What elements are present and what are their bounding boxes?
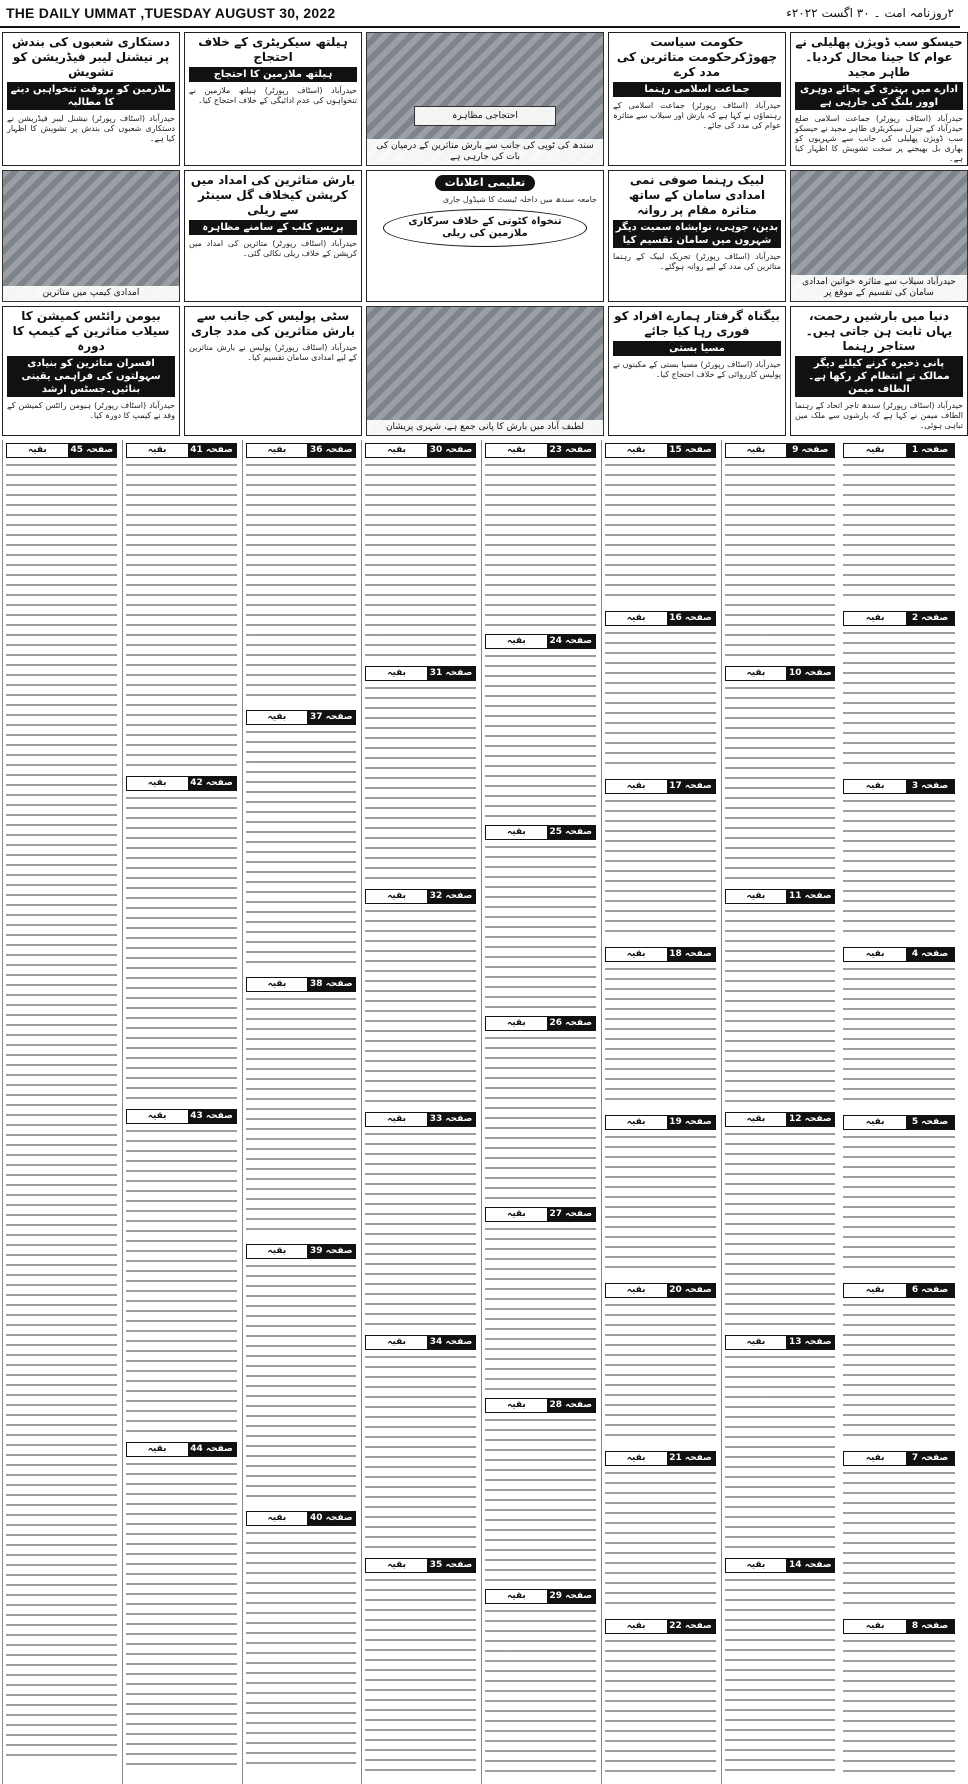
continuation-number: صفحہ 26 (547, 1017, 595, 1030)
continuation-name: بقیہ (147, 445, 167, 455)
text-lines (126, 1459, 237, 1767)
continuation-number: صفحہ 32 (427, 890, 475, 903)
continuation-label (246, 977, 357, 992)
story-rains-trader (790, 306, 968, 436)
text-lines (126, 793, 237, 1101)
story-hesco-billing (790, 32, 968, 166)
continuation-number: صفحہ 25 (547, 826, 595, 839)
continuation-block (6, 443, 117, 1763)
urdu-date: ۲روزنامہ امت ۔ ۳۰ اگست ۲۰۲۲ء (786, 6, 954, 20)
continuation-label (605, 779, 716, 794)
continuation-number: صفحہ 11 (786, 890, 834, 903)
continuation-number: صفحہ 33 (427, 1113, 475, 1126)
continuation-name: بقیہ (147, 1111, 167, 1121)
continuation-block (485, 825, 596, 1013)
story-corruption-rally (184, 170, 362, 302)
continuation-name: بقیہ (746, 668, 766, 678)
continuation-block (725, 443, 836, 663)
continuation-label (365, 666, 476, 681)
continuation-number: صفحہ 15 (667, 444, 715, 457)
story-subheadline: افسران متاثرین کو بنیادی سہولتوں کی فراہمی یقینی بنائیں۔جسٹس ارشد (7, 356, 175, 397)
continuation-number: صفحہ 7 (906, 1452, 954, 1465)
continuation-name: بقیہ (626, 1117, 646, 1127)
text-lines (126, 460, 237, 768)
continuation-block (725, 889, 836, 1109)
continuation-label (605, 611, 716, 626)
continuation-column (242, 440, 360, 1784)
continuation-block (843, 779, 955, 944)
continuation-name: بقیہ (506, 445, 526, 455)
continuation-label (485, 1016, 596, 1031)
continuation-column (601, 440, 719, 1784)
continuation-name: بقیہ (387, 668, 407, 678)
text-lines (605, 964, 716, 1107)
continuation-name: بقیہ (865, 949, 885, 959)
continuation-name: بقیہ (267, 712, 287, 722)
story-subheadline: مسیا بستی (613, 341, 781, 356)
text-lines (605, 1300, 716, 1443)
continuation-name: بقیہ (626, 613, 646, 623)
continuation-block (246, 710, 357, 974)
continuation-column (481, 440, 599, 1784)
continuation-block (725, 1335, 836, 1555)
continuation-block (843, 611, 955, 776)
top-news-grid (0, 32, 963, 436)
continuation-block (843, 1451, 955, 1616)
continuation-block (605, 1619, 716, 1784)
continuation-name: بقیہ (626, 1453, 646, 1463)
continuation-label (246, 710, 357, 725)
continuation-number: صفحہ 17 (667, 780, 715, 793)
continuation-number: صفحہ 43 (188, 1110, 236, 1123)
continuation-label (6, 443, 117, 458)
continuation-label (843, 1283, 955, 1298)
story-subheadline: ملازمین کو بروقت تنخواہیں دینے کا مطالبہ (7, 82, 175, 110)
continuation-column (721, 440, 839, 1784)
continuation-number: صفحہ 20 (667, 1284, 715, 1297)
continuation-name: بقیہ (865, 445, 885, 455)
continuation-block (843, 1115, 955, 1280)
continuation-number: صفحہ 13 (786, 1336, 834, 1349)
continuation-label (126, 1109, 237, 1124)
continuation-block (126, 776, 237, 1106)
continuation-name: بقیہ (865, 613, 885, 623)
continuation-name: بقیہ (746, 891, 766, 901)
continuation-label (725, 1112, 836, 1127)
continuation-number: صفحہ 29 (547, 1590, 595, 1603)
text-lines (843, 1636, 955, 1779)
continuation-number: صفحہ 10 (786, 667, 834, 680)
continuation-name: بقیہ (865, 1621, 885, 1631)
story-subheadline: بدین، جوہی، نوابشاہ سمیت دیگر شہروں میں سامان تقسیم کیا (613, 220, 781, 248)
continuation-name: بقیہ (387, 1560, 407, 1570)
continuation-label (126, 443, 237, 458)
continuation-block (485, 634, 596, 822)
continuation-block (365, 666, 476, 886)
story-headline: بیگناہ گرفتار ہمارے افراد کو فوری رہا کیا جائے (614, 309, 780, 338)
continuation-label (843, 443, 955, 458)
continuation-block (126, 443, 237, 773)
story-body: حیدرآباد (اسٹاف رپورٹر) مسیا بستی کے مکینوں نے پولیس کارروائی کے خلاف احتجاج کیا۔ (613, 360, 781, 379)
text-lines (843, 964, 955, 1107)
continuation-number: صفحہ 6 (906, 1284, 954, 1297)
continuation-block (725, 1112, 836, 1332)
text-lines (246, 1528, 357, 1770)
continuation-number: صفحہ 44 (188, 1443, 236, 1456)
text-lines (485, 842, 596, 1008)
continuation-label (725, 889, 836, 904)
text-lines (725, 1129, 836, 1327)
continuation-number: صفحہ 37 (307, 711, 355, 724)
continuation-block (126, 1442, 237, 1772)
continuation-label (725, 1335, 836, 1350)
continuation-name: بقیہ (506, 1018, 526, 1028)
continuation-block (843, 1283, 955, 1448)
continuation-number: صفحہ 24 (547, 635, 595, 648)
story-subheadline: ادارے میں بہتری کے بجائے دوہری اوور بلنگ کی جارہی ہے (795, 82, 963, 110)
continuation-block (365, 443, 476, 663)
protest-banner: احتجاجی مظاہرہ (414, 106, 556, 126)
continuation-name: بقیہ (506, 636, 526, 646)
continuation-name: بقیہ (506, 1591, 526, 1601)
continuation-number: صفحہ 23 (547, 444, 595, 457)
continuation-name: بقیہ (506, 827, 526, 837)
continuation-number: صفحہ 36 (307, 444, 355, 457)
notice-body: جامعہ سندھ میں داخلہ ٹیسٹ کا شیڈول جاری (442, 195, 597, 204)
continuation-name: بقیہ (626, 949, 646, 959)
continuation-number: صفحہ 41 (188, 444, 236, 457)
continuation-block (605, 779, 716, 944)
continuation-block (246, 443, 357, 707)
text-lines (725, 460, 836, 658)
continuation-label (365, 889, 476, 904)
continuation-label (485, 1589, 596, 1604)
continuation-label (843, 611, 955, 626)
continuation-label (605, 1115, 716, 1130)
continuation-number: صفحہ 9 (786, 444, 834, 457)
continuation-block (246, 1244, 357, 1508)
continuation-block (246, 1511, 357, 1775)
notice-oval: تنخواہ کٹوتی کے خلاف سرکاری ملازمین کی ریلی (383, 209, 587, 247)
story-city-police (184, 306, 362, 436)
continuation-label (485, 825, 596, 840)
continuation-label (485, 443, 596, 458)
continuation-number: صفحہ 27 (547, 1208, 595, 1221)
text-lines (605, 1132, 716, 1275)
text-lines (843, 460, 955, 603)
continuation-label (605, 947, 716, 962)
continuation-number: صفحہ 12 (786, 1113, 834, 1126)
continuation-name: بقیہ (865, 1453, 885, 1463)
text-lines (725, 1575, 836, 1773)
text-lines (605, 1468, 716, 1611)
continuation-block (605, 947, 716, 1112)
publication-title: THE DAILY UMMAT ,TUESDAY AUGUST 30, 2022 (6, 5, 336, 21)
story-tlp-relief (608, 170, 786, 302)
story-body: حیدرآباد (اسٹاف رپورٹر) جماعت اسلامی کے رہنماؤں نے کہا ہے کہ بارش اور سیلاب سے متاثرہ عوام کی مدد کی جائے۔ (613, 101, 781, 130)
crowd-photo (790, 170, 968, 302)
continuation-number: صفحہ 19 (667, 1116, 715, 1129)
continuation-name: بقیہ (267, 1513, 287, 1523)
continuation-block (365, 889, 476, 1109)
notice-tag: تعلیمی اعلانات (435, 175, 536, 191)
continuation-name: بقیہ (865, 1285, 885, 1295)
story-subheadline: ہیلتھ ملازمین کا احتجاج (189, 67, 357, 82)
continuation-block (605, 1115, 716, 1280)
story-body: حیدرآباد (اسٹاف رپورٹر) ہیلتھ ملازمین نے تنخواہوں کی عدم ادائیگی کے خلاف احتجاج کیا۔ (189, 86, 357, 105)
text-lines (843, 1132, 955, 1275)
continuation-label (365, 1335, 476, 1350)
continuation-label (365, 1112, 476, 1127)
text-lines (126, 1126, 237, 1434)
text-lines (485, 1415, 596, 1581)
continuation-label (605, 1619, 716, 1634)
story-headline: بارش متاثرین کی امداد میں کرپشن کیخلاف گل سینٹر سے ریلی (190, 173, 356, 217)
story-body: حیدرآباد (اسٹاف رپورٹر) پولیس نے بارش متاثرین کے لیے امدادی سامان تقسیم کیا۔ (189, 343, 357, 362)
continuation-label (485, 634, 596, 649)
text-lines (365, 906, 476, 1104)
text-lines (246, 460, 357, 702)
continuation-label (605, 443, 716, 458)
continuation-name: بقیہ (865, 781, 885, 791)
continuation-number: صفحہ 1 (906, 444, 954, 457)
text-lines (6, 460, 117, 1758)
continuation-label (365, 1558, 476, 1573)
text-lines (605, 628, 716, 771)
text-lines (725, 683, 836, 881)
continuation-name: بقیہ (387, 1114, 407, 1124)
text-lines (843, 1300, 955, 1443)
continuation-label (485, 1398, 596, 1413)
continuation-block (843, 1619, 955, 1784)
masthead (0, 0, 960, 28)
text-lines (843, 628, 955, 771)
continuation-number: صفحہ 39 (307, 1245, 355, 1258)
text-lines (365, 1575, 476, 1773)
continuation-name: بقیہ (27, 445, 47, 455)
text-lines (365, 460, 476, 658)
continuation-block (126, 1109, 237, 1439)
story-human-rights (2, 306, 180, 436)
continuation-label (843, 1115, 955, 1130)
text-lines (246, 1261, 357, 1503)
story-body: حیدرآباد (اسٹاف رپورٹر) ہیومن رائٹس کمیشن کے وفد نے کیمپ کا دورہ کیا۔ (7, 401, 175, 420)
continuation-number: صفحہ 14 (786, 1559, 834, 1572)
continuation-name: بقیہ (626, 1621, 646, 1631)
text-lines (485, 1033, 596, 1199)
text-lines (605, 796, 716, 939)
continuation-name: بقیہ (746, 1560, 766, 1570)
text-lines (605, 1636, 716, 1779)
continuation-block (365, 1335, 476, 1555)
continuation-name: بقیہ (267, 979, 287, 989)
continuation-block (843, 947, 955, 1112)
story-headline: لبیک رہنما صوفی نمی امدادی سامان کے ساتھ متاثرہ مقام پر روانہ (628, 173, 766, 217)
continuation-label (246, 1244, 357, 1259)
story-subheadline: جماعت اسلامی رہنما (613, 82, 781, 97)
continuation-column (122, 440, 240, 1784)
text-lines (843, 796, 955, 939)
text-lines (485, 460, 596, 626)
continuation-label (246, 443, 357, 458)
continuation-label (843, 1619, 955, 1634)
text-lines (843, 1468, 955, 1611)
continuation-label (843, 1451, 955, 1466)
continuation-block (605, 443, 716, 608)
continuation-name: بقیہ (147, 1444, 167, 1454)
continuation-name: بقیہ (865, 1117, 885, 1127)
education-notices (366, 170, 604, 302)
continuation-name: بقیہ (387, 891, 407, 901)
flooded-street-photo (366, 306, 604, 436)
story-subheadline: پانی ذخیرہ کرنے کیلئے دیگر ممالک نے انتظام کر رکھا ہے۔الطاف میمن (795, 356, 963, 397)
continuation-block (365, 1112, 476, 1332)
continuation-number: صفحہ 5 (906, 1116, 954, 1129)
continuation-block (725, 1558, 836, 1778)
continuation-name: بقیہ (387, 1337, 407, 1347)
photo-caption: امدادی کیمپ میں متاثرین (3, 286, 179, 301)
protest-photo (366, 32, 604, 166)
continuation-block (485, 1589, 596, 1777)
continuation-block (485, 1207, 596, 1395)
text-lines (365, 1352, 476, 1550)
continuation-block (485, 443, 596, 631)
continuation-column (2, 440, 120, 1784)
continuation-label (485, 1207, 596, 1222)
continuation-name: بقیہ (626, 781, 646, 791)
continuation-number: صفحہ 31 (427, 667, 475, 680)
continuation-name: بقیہ (746, 1337, 766, 1347)
continuation-number: صفحہ 21 (667, 1452, 715, 1465)
continuation-number: صفحہ 18 (667, 948, 715, 961)
story-body: حیدرآباد (اسٹاف رپورٹر) سندھ تاجر اتحاد کے رہنما الطاف میمن نے کہا ہے کہ بارشوں سے ملک میں تباہی ہوئی۔ (795, 401, 963, 430)
text-lines (365, 1129, 476, 1327)
story-headline: دنیا میں بارشیں رحمت، یہاں ثابت ہن جاتی ہیں۔ستاجر رہنما (805, 309, 953, 353)
continuation-label (246, 1511, 357, 1526)
continuation-column (840, 440, 958, 1784)
continuation-block (605, 1451, 716, 1616)
continuation-label (725, 666, 836, 681)
story-headline: بیومن رائٹس کمیشن کا سیلاب متاثرین کے کیمپ کا دورہ (12, 309, 170, 353)
continuation-label (843, 947, 955, 962)
text-lines (485, 1606, 596, 1772)
women-relief-photo (2, 170, 180, 302)
continuation-name: بقیہ (387, 445, 407, 455)
photo-caption: حیدرآباد سیلاب سے متاثرہ خواتین امدادی سامان کی تقسیم کے موقع پر (791, 275, 967, 301)
continuation-block (605, 1283, 716, 1448)
continuation-number: صفحہ 38 (307, 978, 355, 991)
continuation-name: بقیہ (147, 778, 167, 788)
continuation-number: صفحہ 34 (427, 1336, 475, 1349)
continuation-label (605, 1283, 716, 1298)
text-lines (365, 683, 476, 881)
continuation-name: بقیہ (267, 1246, 287, 1256)
continuation-name: بقیہ (506, 1209, 526, 1219)
story-body: حیدرآباد (اسٹاف رپورٹر) متاثرین کی امداد میں کرپشن کے خلاف ریلی نکالی گئی۔ (189, 239, 357, 258)
continuation-block (725, 666, 836, 886)
story-headline: سٹی پولیس کی جانب سے بارش متاثرین کی مدد جاری (191, 309, 355, 338)
continuation-number: صفحہ 2 (906, 612, 954, 625)
text-lines (725, 906, 836, 1104)
story-government-relief (608, 32, 786, 166)
text-lines (605, 460, 716, 603)
continuation-block (843, 443, 955, 608)
continuation-number: صفحہ 28 (547, 1399, 595, 1412)
continuation-column (361, 440, 479, 1784)
continuation-label (725, 443, 836, 458)
continuation-block (605, 611, 716, 776)
photo-caption: سندھ کی ٹوپی کی جانب سے بارش متاثرین کے درمیان کی بات کی جارہی ہے (367, 139, 603, 165)
story-body: حیدرآباد (اسٹاف رپورٹر) تحریک لبیک کے رہنما متاثرین کی مدد کے لیے روانہ ہوگئے۔ (613, 252, 781, 271)
story-body: حیدرآباد (اسٹاف رپورٹر) نیشنل لیبر فیڈریشن نے دستکاری شعبوں کی بندش پر تشویش کا اظہار کیا ہے۔ (7, 114, 175, 143)
story-body: حیدرآباد (اسٹاف رپورٹر) جماعت اسلامی ضلع حیدرآباد کے جنرل سیکریٹری طاہر مجید نے حیسکو سب ڈویژن پھلیلی کی جانب سے شہریوں کو بھاری بل بھیجنے پر سخت تشویش کا اظہار کیا ہے۔ (795, 114, 963, 163)
continuation-label (365, 443, 476, 458)
continuation-label (126, 776, 237, 791)
text-lines (246, 994, 357, 1236)
story-headline: ہیلتھ سیکریٹری کے خلاف احتجاج (198, 35, 348, 64)
continuation-number: صفحہ 42 (188, 777, 236, 790)
continuation-block (365, 1558, 476, 1778)
continuation-label (126, 1442, 237, 1457)
continuation-number: صفحہ 40 (307, 1512, 355, 1525)
continuation-number: صفحہ 4 (906, 948, 954, 961)
continuation-block (246, 977, 357, 1241)
text-lines (485, 1224, 596, 1390)
text-lines (485, 651, 596, 817)
continuation-number: صفحہ 16 (667, 612, 715, 625)
continuation-label (843, 779, 955, 794)
story-arrests (608, 306, 786, 436)
continuation-number: صفحہ 30 (427, 444, 475, 457)
continuation-block (485, 1016, 596, 1204)
continuation-number: صفحہ 8 (906, 1620, 954, 1633)
story-headline: دستکاری شعبوں کی بندش پر نیشنل لیبر فیڈریشن کو تشویش (11, 35, 171, 79)
continuation-number: صفحہ 3 (906, 780, 954, 793)
text-lines (725, 1352, 836, 1550)
continuation-name: بقیہ (746, 445, 766, 455)
continuation-columns (2, 440, 958, 1770)
photo-caption: لطیف آباد میں بارش کا پانی جمع ہے، شہری پریشان (367, 420, 603, 435)
continuation-name: بقیہ (267, 445, 287, 455)
continuation-number: صفحہ 45 (68, 444, 116, 457)
story-labor-federation (2, 32, 180, 166)
story-health-protest (184, 32, 362, 166)
story-headline: حکومت سیاست چھوڑکرحکومت متاثرین کی مدد کرے (616, 35, 778, 79)
continuation-number: صفحہ 22 (667, 1620, 715, 1633)
continuation-name: بقیہ (746, 1114, 766, 1124)
text-lines (246, 727, 357, 969)
story-subheadline: پریس کلب کے سامنے مظاہرہ (189, 220, 357, 235)
continuation-number: صفحہ 35 (427, 1559, 475, 1572)
story-headline: حیسکو سب ڈویژن پھلیلی نے عوام کا جینا محال کردیا۔طاہر مجید (795, 35, 963, 79)
continuation-label (725, 1558, 836, 1573)
continuation-name: بقیہ (626, 445, 646, 455)
continuation-name: بقیہ (506, 1400, 526, 1410)
continuation-block (485, 1398, 596, 1586)
continuation-name: بقیہ (626, 1285, 646, 1295)
continuation-label (605, 1451, 716, 1466)
